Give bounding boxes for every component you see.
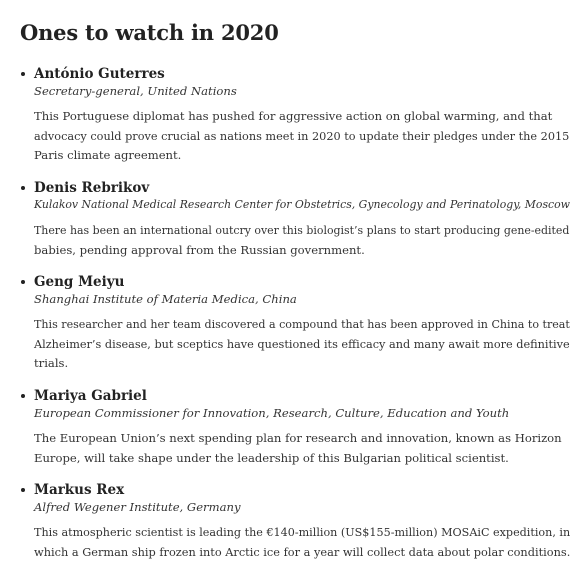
bullet-icon bbox=[21, 394, 25, 398]
description-line: Alzheimer’s disease, but sceptics have questioned its efficacy and many await more definitive bbox=[34, 337, 570, 351]
person-affiliation: Secretary-general, United Nations bbox=[34, 84, 237, 98]
person-name: Geng Meiyu bbox=[34, 274, 125, 290]
description-line: trials. bbox=[34, 356, 69, 370]
person-affiliation: Shanghai Institute of Materia Medica, China bbox=[34, 292, 297, 306]
page-title: Ones to watch in 2020 bbox=[20, 20, 279, 45]
person-affiliation: European Commissioner for Innovation, Research, Culture, Education and Youth bbox=[34, 406, 510, 420]
description-line: There has been an international outcry over this biologist’s plans to start producing gene-edited bbox=[34, 224, 570, 237]
person-description bbox=[34, 221, 570, 260]
person-description bbox=[34, 429, 562, 468]
description-line: advocacy could prove crucial as nations meet in 2020 to update their pledges under the 2015 bbox=[34, 129, 570, 143]
person-name: Denis Rebrikov bbox=[34, 180, 150, 196]
person-description bbox=[34, 523, 571, 562]
person-affiliation: Kulakov National Medical Research Center for Obstetrics, Gynecology and Perinatology, Moscow bbox=[34, 198, 570, 211]
person-name: Mariya Gabriel bbox=[34, 388, 147, 404]
person-affiliation: Alfred Wegener Institute, Germany bbox=[34, 500, 241, 514]
description-line: This researcher and her team discovered a compound that has been approved in China to treat bbox=[34, 318, 570, 331]
description-line: This atmospheric scientist is leading the €140-million (US$155-million) MOSAiC expedition, in bbox=[34, 526, 571, 539]
description-line: Europe, will take shape under the leadership of this Bulgarian political scientist. bbox=[34, 450, 509, 465]
person-name: Markus Rex bbox=[34, 482, 125, 498]
bullet-icon bbox=[21, 72, 25, 76]
bullet-icon bbox=[21, 186, 25, 190]
person-name: António Guterres bbox=[34, 66, 165, 82]
bullet-icon bbox=[21, 488, 25, 492]
person-description bbox=[34, 107, 570, 166]
description-line: Paris climate agreement. bbox=[34, 148, 182, 162]
description-line: which a German ship frozen into Arctic ice for a year will collect data about polar conditions. bbox=[34, 544, 571, 559]
description-line: The European Union’s next spending plan for research and innovation, known as Horizon bbox=[34, 431, 562, 445]
bullet-icon bbox=[21, 280, 25, 284]
description-line: This Portuguese diplomat has pushed for aggressive action on global warming, and that bbox=[34, 109, 553, 123]
description-line: babies, pending approval from the Russian government. bbox=[34, 242, 365, 257]
person-description bbox=[34, 315, 570, 374]
